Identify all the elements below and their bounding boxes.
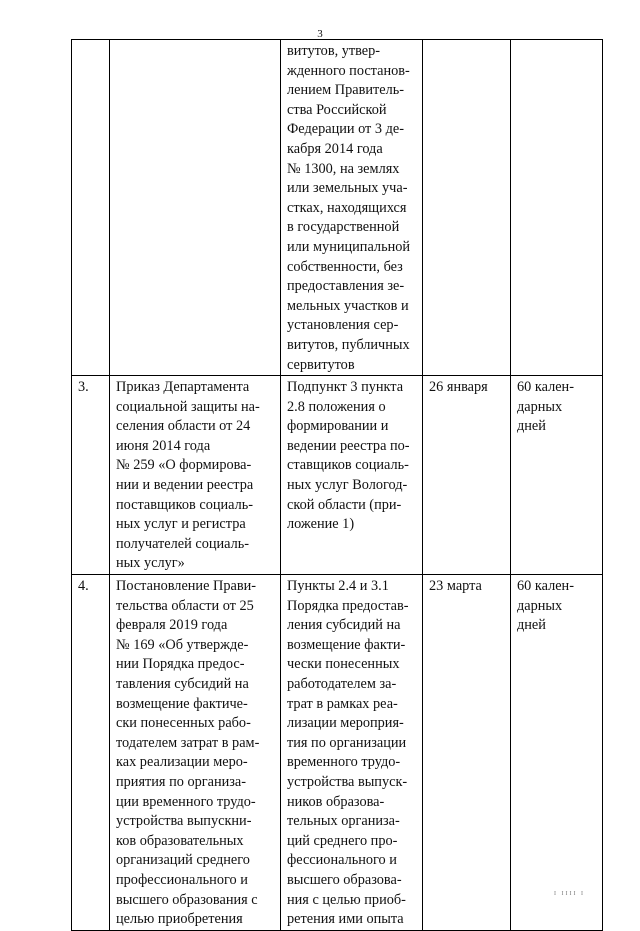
table-row xyxy=(72,376,603,575)
row-number-cell: 3. xyxy=(72,376,110,575)
provision-cell xyxy=(281,575,423,931)
text-line: работодателем за- xyxy=(287,676,397,692)
text-line: 2.8 положения о xyxy=(287,398,386,415)
text-line: № 169 «Об утвержде- xyxy=(116,636,249,653)
text-line: ретения ими опыта xyxy=(287,911,404,928)
term-cell xyxy=(511,40,603,376)
text-line: тия по организации xyxy=(287,734,407,751)
text-line: лением Правитель- xyxy=(287,82,404,99)
text-line: № 1300, на землях xyxy=(287,160,400,177)
document-cell xyxy=(110,40,281,376)
text-line: Пункты 2.4 и 3.1 xyxy=(287,578,389,595)
text-line: тодателем затрат в рам- xyxy=(116,734,260,751)
text-line: Порядка предостав- xyxy=(287,597,409,614)
footer-mark: I IIII I xyxy=(554,891,585,897)
text-line: возмещение фактиче- xyxy=(116,695,248,712)
text-line: ложение 1) xyxy=(287,516,355,533)
document-cell xyxy=(110,575,281,931)
text-line: ников образова- xyxy=(287,793,385,810)
text-line: Подпункт 3 пункта xyxy=(287,379,404,396)
text-line: собственности, без xyxy=(287,258,403,275)
text-line: получателей социаль- xyxy=(116,535,250,552)
text-line: 60 кален- xyxy=(517,578,574,595)
text-line: ных услуг» xyxy=(116,555,185,572)
text-line: жденного постанов- xyxy=(287,62,410,79)
date-cell xyxy=(423,40,511,376)
text-line: 60 кален- xyxy=(517,379,574,396)
text-line: селения области от 24 xyxy=(116,418,251,435)
text-line: нии и ведении реестра xyxy=(116,477,254,494)
text-line: высшего образова- xyxy=(287,871,402,888)
page-number: 3 xyxy=(317,28,323,40)
text-line: фессионального и xyxy=(287,852,397,869)
text-line: устройства выпуск- xyxy=(287,773,408,790)
text-line: дней xyxy=(517,418,546,435)
text-line: ведении реестра по- xyxy=(287,437,410,454)
text-line: временного трудо- xyxy=(287,754,401,771)
text-line: мельных участков и xyxy=(287,297,409,314)
text-line: тельных организа- xyxy=(287,813,400,830)
text-line: ской области (при- xyxy=(287,496,402,513)
text-line: социальной защиты на- xyxy=(116,398,260,415)
text-line: стках, находящихся xyxy=(287,199,407,216)
text-line: устройства выпускни- xyxy=(116,813,252,830)
text-line: витутов, публичных xyxy=(287,336,410,353)
text-line: дарных xyxy=(517,597,563,614)
row-number-cell xyxy=(72,40,110,376)
provision-cell xyxy=(281,376,423,575)
text-line: июня 2014 года xyxy=(116,437,211,454)
table-row xyxy=(72,40,603,376)
term-cell xyxy=(511,376,603,575)
text-line: тельства области от 25 xyxy=(116,597,254,614)
text-line: ций среднего про- xyxy=(287,832,398,849)
text-line: ках реализации меро- xyxy=(116,754,248,771)
text-line: приятия по организа- xyxy=(116,773,247,790)
text-line: трат в рамках реа- xyxy=(287,695,398,712)
text-line: Постановление Прави- xyxy=(116,578,256,595)
text-line: целью приобретения xyxy=(116,911,243,928)
text-line: в государственной xyxy=(287,219,400,236)
text-line: кабря 2014 года xyxy=(287,140,383,157)
text-line: или муниципальной xyxy=(287,238,411,255)
text-line: профессионального и xyxy=(116,871,248,888)
text-line: ков образовательных xyxy=(116,832,244,849)
text-line: дарных xyxy=(517,398,563,415)
provision-cell xyxy=(281,40,423,376)
text-line: дней xyxy=(517,617,546,634)
text-line: № 259 «О формирова- xyxy=(116,457,252,474)
text-line: или земельных уча- xyxy=(287,180,408,197)
text-line: поставщиков социаль- xyxy=(116,496,254,513)
date-cell: 23 марта xyxy=(423,575,511,931)
text-line: Федерации от 3 де- xyxy=(287,121,404,138)
text-line: установления сер- xyxy=(287,317,399,334)
text-line: февраля 2019 года xyxy=(116,617,228,634)
date-cell: 26 января xyxy=(423,376,511,575)
text-line: ставщиков социаль- xyxy=(287,457,409,474)
text-line: предоставления зе- xyxy=(287,278,405,295)
text-line: ных услуг и регистра xyxy=(116,516,246,533)
text-line: формировании и xyxy=(287,418,389,435)
text-line: возмещение факти- xyxy=(287,636,406,653)
text-line: тавления субсидий на xyxy=(116,676,249,692)
text-line: ных услуг Вологод- xyxy=(287,477,408,494)
text-line: нии Порядка предос- xyxy=(116,656,245,673)
text-line: ния с целью приоб- xyxy=(287,891,406,908)
table-row xyxy=(72,575,603,931)
text-line: ции временного трудо- xyxy=(116,793,256,810)
text-line: организаций среднего xyxy=(116,852,250,869)
text-line: сервитутов xyxy=(287,356,355,373)
row-number-cell: 4. xyxy=(72,575,110,931)
term-cell xyxy=(511,575,603,931)
text-line: высшего образования с xyxy=(116,891,258,908)
text-line: Приказ Департамента xyxy=(116,379,250,396)
text-line: ски понесенных рабо- xyxy=(116,715,251,732)
text-line: лизации мероприя- xyxy=(287,715,404,732)
text-line: чески понесенных xyxy=(287,656,400,673)
text-line: витутов, утвер- xyxy=(287,43,381,59)
text-line: ства Российской xyxy=(287,101,387,118)
text-line: ления субсидий на xyxy=(287,617,401,634)
document-cell xyxy=(110,376,281,575)
document-table xyxy=(71,39,603,931)
